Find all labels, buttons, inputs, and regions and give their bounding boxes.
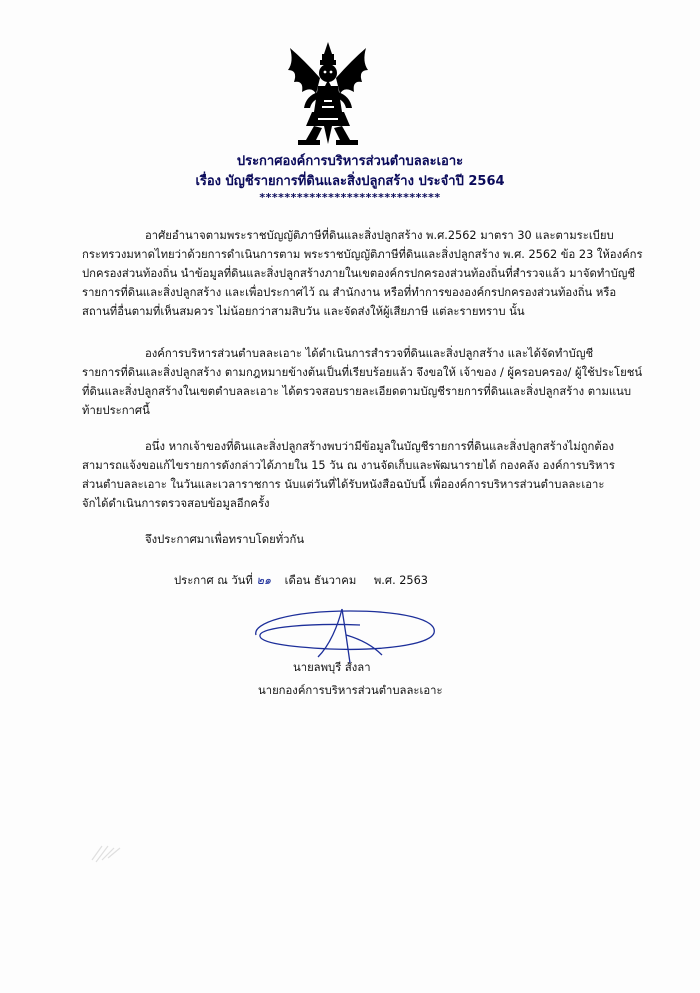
paragraph-2-line-2: รายการที่ดินและสิ่งปลูกสร้าง ตามกฎหมายข้างต้นเป็นที่เรียบร้อยแล้ว จึงขอให้ เจ้าของ / ผู้ครอบครอง/ ผู้ใช้ประโยชน์ <box>82 366 643 379</box>
paragraph-1-line-2: กระทรวงมหาดไทยว่าด้วยการดำเนินการตาม พระราชบัญญัติภาษีที่ดินและสิ่งปลูกสร้าง พ.ศ. 2562 ข้อ 23 ให้องค์กร <box>82 248 643 261</box>
closing-statement: จึงประกาศมาเพื่อทราบโดยทั่วกัน <box>145 533 305 546</box>
paragraph-1-line-5: สถานที่อื่นตามที่เห็นสมควร ไม่น้อยกว่าสามสิบวัน และจัดส่งให้ผู้เสียภาษี แต่ละรายทราบ นั้น <box>82 305 525 318</box>
paragraph-3-line-1: อนึ่ง หากเจ้าของที่ดินและสิ่งปลูกสร้างพบว่ามีข้อมูลในบัญชีรายการที่ดินและสิ่งปลูกสร้างไม่ถูกต้อง <box>145 440 615 453</box>
title-separator: ***************************** <box>259 191 441 204</box>
paragraph-1-line-3: ปกครองส่วนท้องถิ่น นำข้อมูลที่ดินและสิ่งปลูกสร้างภายในเขตองค์กรปกครองส่วนท้องถิ่นที่สำรวจแล้ว มาจัดทำบัญชี <box>82 267 636 280</box>
signer-position: นายกองค์การบริหารส่วนตำบลละเอาะ <box>258 684 443 697</box>
paragraph-3-line-4: จักได้ดำเนินการตรวจสอบข้อมูลอีกครั้ง <box>82 497 270 510</box>
date-line <box>174 571 428 589</box>
signer-name: นายลพบุรี สังลา <box>293 661 371 674</box>
paragraph-2-line-1: องค์การบริหารส่วนตำบลละเอาะ ได้ดำเนินการสำรวจที่ดินและสิ่งปลูกสร้าง และได้จัดทำบัญชี <box>145 347 594 360</box>
paragraph-2-line-3: ที่ดินและสิ่งปลูกสร้างในเขตตำบลละเอาะ ได้ตรวจสอบรายละเอียดตามบัญชีรายการที่ดินและสิ่งปลูกสร้าง ตามแนบ <box>82 385 632 398</box>
paragraph-1-line-1: อาศัยอำนาจตามพระราชบัญญัติภาษีที่ดินและสิ่งปลูกสร้าง พ.ศ.2562 มาตรา 30 และตามระเบียบ <box>145 229 614 242</box>
date-year: พ.ศ. 2563 <box>373 574 428 587</box>
paragraph-2-line-4: ท้ายประกาศนี้ <box>82 404 150 417</box>
date-day: ๒๑ <box>256 574 272 587</box>
announcement-title: ประกาศองค์การบริหารส่วนตำบลละเอาะ <box>236 154 464 169</box>
garuda-emblem-icon <box>284 40 372 148</box>
paragraph-3-line-3: ส่วนตำบลละเอาะ ในวันและเวลาราชการ นับแต่วันที่ได้รับหนังสือฉบับนี้ เพื่อองค์การบริหารส่วนตำบลละเอาะ <box>82 478 605 491</box>
smudge-mark-icon <box>88 838 128 866</box>
paragraph-3-line-2: สามารถแจ้งขอแก้ไขรายการดังกล่าวได้ภายใน 15 วัน ณ งานจัดเก็บและพัฒนารายได้ กองคลัง องค์การบริหาร <box>82 459 615 472</box>
date-month: เดือน ธันวาคม <box>284 574 357 587</box>
announcement-subject: เรื่อง บัญชีรายการที่ดินและสิ่งปลูกสร้าง ประจำปี 2564 <box>195 174 505 189</box>
paragraph-1-line-4: รายการที่ดินและสิ่งปลูกสร้าง และเพื่อประกาศไว้ ณ สำนักงาน หรือที่ทำการขององค์กรปกครองส่วนท้องถิ่น หรือ <box>82 286 617 299</box>
date-prefix: ประกาศ ณ วันที่ <box>174 574 253 587</box>
